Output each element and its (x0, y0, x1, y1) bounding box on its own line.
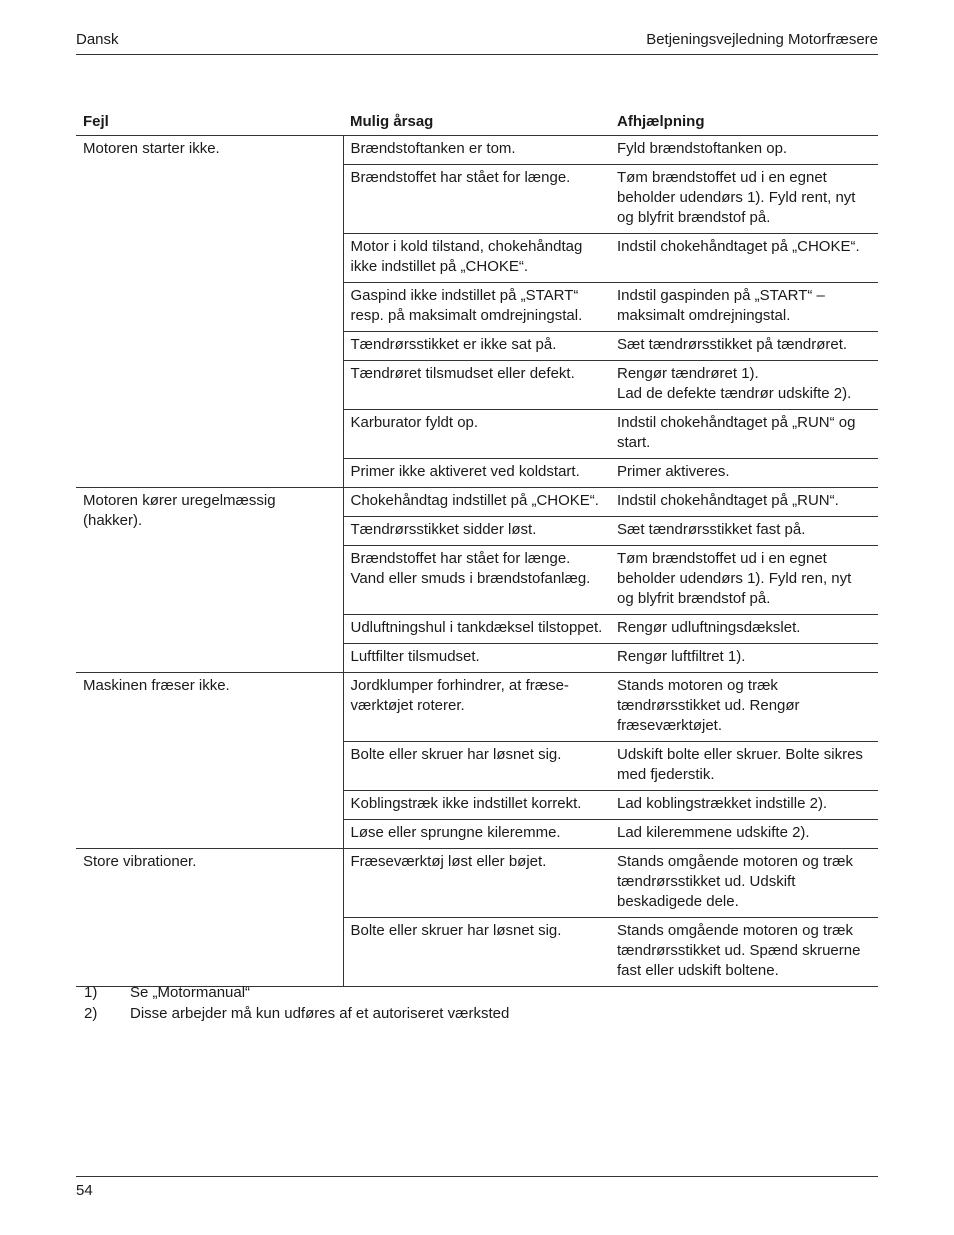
remedy-cell: Udskift bolte eller skruer. Bolte sikres med fjederstik. (610, 742, 878, 791)
cause-cell: Løse eller sprungne kileremme. (343, 820, 610, 849)
cause-cell: Chokehåndtag indstillet på „CHOKE“. (343, 488, 610, 517)
table-row (76, 488, 878, 517)
remedy-cell: Indstil gaspinden på „START“ – maksimalt omdrejningstal. (610, 283, 878, 332)
footnote-number: 1) (84, 984, 98, 1001)
remedy-cell: Primer aktiveres. (610, 459, 878, 488)
remedy-cell: Rengør luftfiltret 1). (610, 644, 878, 673)
troubleshooting-table (76, 109, 878, 987)
cause-cell: Bolte eller skruer har løsnet sig. (343, 918, 610, 987)
cause-cell: Tændrørsstikket er ikke sat på. (343, 332, 610, 361)
page-header (76, 31, 878, 55)
remedy-cell: Rengør tændrøret 1). Lad de defekte tændrør udskifte 2). (610, 361, 878, 410)
column-header-fault: Fejl (76, 109, 343, 136)
header-language: Dansk (76, 31, 119, 48)
table-row (76, 849, 878, 918)
remedy-cell: Stands motoren og træk tændrørsstikket ud. Rengør fræseværktøjet. (610, 673, 878, 742)
cause-cell: Tændrørsstikket sidder løst. (343, 517, 610, 546)
cause-cell: Luftfilter tilsmudset. (343, 644, 610, 673)
table-body (76, 136, 878, 987)
table-row (76, 673, 878, 742)
footnotes (84, 983, 874, 1025)
remedy-cell: Indstil chokehåndtaget på „RUN“ og start. (610, 410, 878, 459)
remedy-cell: Stands omgående motoren og træk tændrørsstikket ud. Spænd skruerne fast eller udskift boltene. (610, 918, 878, 987)
fault-cell: Store vibrationer. (76, 849, 343, 987)
cause-cell: Bolte eller skruer har løsnet sig. (343, 742, 610, 791)
remedy-cell: Lad kileremmene udskifte 2). (610, 820, 878, 849)
page-number: 54 (76, 1182, 93, 1199)
remedy-cell: Tøm brændstoffet ud i en egnet beholder udendørs 1). Fyld rent, nyt og blyfrit brændstof på. (610, 165, 878, 234)
cause-cell: Gaspind ikke indstillet på „START“ resp. på maksimalt omdrejningstal. (343, 283, 610, 332)
cause-cell: Fræseværktøj løst eller bøjet. (343, 849, 610, 918)
footnote-number: 2) (84, 1005, 98, 1022)
column-header-cause: Mulig årsag (343, 109, 610, 136)
remedy-cell: Rengør udluftningsdækslet. (610, 615, 878, 644)
page-footer (76, 1176, 878, 1199)
footnote-text: Se „Motormanual“ (130, 984, 251, 1001)
remedy-cell: Sæt tændrørsstikket på tændrøret. (610, 332, 878, 361)
remedy-cell: Indstil chokehåndtaget på „RUN“. (610, 488, 878, 517)
fault-cell: Motoren starter ikke. (76, 136, 343, 488)
column-header-remedy: Afhjælpning (610, 109, 878, 136)
remedy-cell: Sæt tændrørsstikket fast på. (610, 517, 878, 546)
header-document-title: Betjeningsvejledning Motorfræsere (646, 31, 878, 48)
table-row (76, 136, 878, 165)
cause-cell: Brændstoffet har stået for længe. Vand eller smuds i brændstofanlæg. (343, 546, 610, 615)
cause-cell: Brændstoftanken er tom. (343, 136, 610, 165)
cause-cell: Tændrøret tilsmudset eller defekt. (343, 361, 610, 410)
fault-cell: Motoren kører uregelmæssig (hakker). (76, 488, 343, 673)
cause-cell: Primer ikke aktiveret ved koldstart. (343, 459, 610, 488)
remedy-cell: Fyld brændstoftanken op. (610, 136, 878, 165)
cause-cell: Udluftningshul i tankdæksel tilstoppet. (343, 615, 610, 644)
fault-cell: Maskinen fræser ikke. (76, 673, 343, 849)
footnote (84, 1004, 874, 1025)
cause-cell: Karburator fyldt op. (343, 410, 610, 459)
remedy-cell: Indstil chokehåndtaget på „CHOKE“. (610, 234, 878, 283)
footnote-text: Disse arbejder må kun udføres af et autoriseret værksted (130, 1005, 510, 1022)
remedy-cell: Lad koblingstrækket indstille 2). (610, 791, 878, 820)
remedy-cell: Stands omgående motoren og træk tændrørsstikket ud. Udskift beskadigede dele. (610, 849, 878, 918)
cause-cell: Motor i kold tilstand, chokehåndtag ikke indstillet på „CHOKE“. (343, 234, 610, 283)
table-header-row (76, 109, 878, 136)
cause-cell: Jordklumper forhindrer, at fræse-værktøjet roterer. (343, 673, 610, 742)
footnote (84, 983, 874, 1004)
cause-cell: Brændstoffet har stået for længe. (343, 165, 610, 234)
cause-cell: Koblingstræk ikke indstillet korrekt. (343, 791, 610, 820)
remedy-cell: Tøm brændstoffet ud i en egnet beholder udendørs 1). Fyld ren, nyt og blyfrit brændstof på. (610, 546, 878, 615)
